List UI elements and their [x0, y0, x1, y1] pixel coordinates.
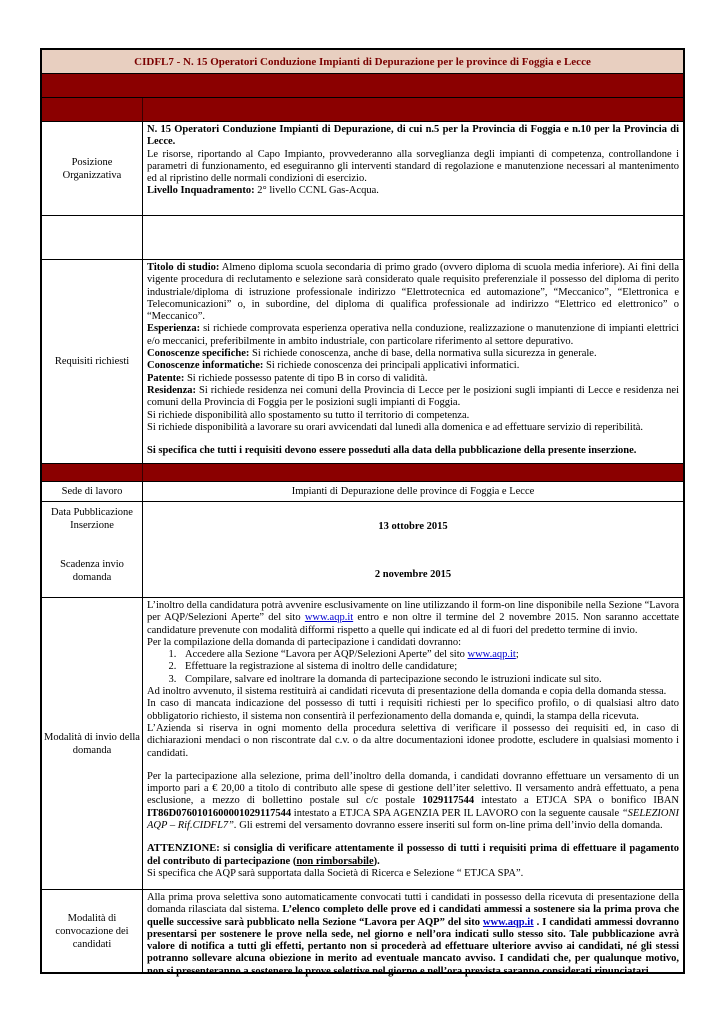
- header-spacer-row-2: [42, 98, 683, 122]
- aqp-site-link[interactable]: www.aqp.it: [482, 916, 534, 928]
- titolo-label: Titolo di studio:: [147, 262, 220, 273]
- invio-p6c: intestato a ETJCA SPA AGENZIA PER IL LAVORO con la seguente causale: [291, 807, 622, 819]
- convocazione-p-a: Alla prima prova selettiva sono automaticamente convocati tutti i candidati in possesso della ricevuta di presentazione della domanda rilasciata dal sistema.: [147, 892, 679, 916]
- steps-list: [147, 649, 679, 686]
- livello-label: Livello Inquadramento:: [147, 185, 255, 197]
- date-row: [42, 502, 683, 598]
- step1-text: Accedere alla Sezione “Lavora per AQP/Selezioni Aperte” del sito: [185, 649, 468, 661]
- invio-p6a: Per la partecipazione alla selezione, prima dell’inoltro della domanda, i candidati dovranno effettuare un versamento di un importo pari a € 20,00 a titolo di contributo alle spese di gestione dell’iter selettivo. Il versamento andrà effettuato, a pena esclusione, a mezzo di bollettino postale sul c/c postale: [147, 770, 679, 807]
- residenza-label: Residenza:: [147, 384, 196, 396]
- posizione-row: [42, 122, 683, 216]
- posizione-body: Le risorse, riportando al Capo Impianto, provvederanno alla sorveglianza degli impianti di competenza, controllandone i parametri di funzionamento, ed eseguiranno gli interventi standard di regolazione e manutenzione necessari al mantenimento ed al ripristino delle normali condizioni di esercizio.: [147, 148, 679, 185]
- convocazione-label: Modalità di convocazione dei candidati: [42, 890, 143, 972]
- requisiti-row: [42, 260, 683, 464]
- pubblicazione-value: 13 ottobre 2015: [378, 521, 448, 532]
- list-item: 2. Effettuare la registrazione al sistema di inoltro delle candidature;: [179, 661, 679, 673]
- invio-p6d: Gli estremi del versamento dovranno essere inseriti sul form on-line prima dell’invio della domanda.: [236, 820, 663, 832]
- invio-p1b: entro e non oltre il termine del 2 novembre 2015. Non saranno accettate candidature prevenute con modalità difformi rispetto a quelle qui indicate ed al di fuori del predetto termine di invio.: [147, 612, 679, 636]
- esperienza-label: Esperienza:: [147, 323, 201, 335]
- invio-p1a: L’inoltro della candidatura potrà avvenire esclusivamente on line utilizzando il form-on line disponibile nella Sezione “Lavora per AQP/Selezioni Aperte” del sito: [147, 600, 679, 624]
- informatiche-label: Conoscenze informatiche:: [147, 360, 264, 372]
- invio-p6b: intestato a ETJCA SPA o bonifico IBAN: [474, 795, 679, 807]
- step1-end: ;: [515, 649, 519, 661]
- header-spacer-row-1: [42, 74, 683, 98]
- list-item: 3. Compilare, salvare ed inoltrare la domanda di partecipazione secondo le istruzioni indicate sul sito.: [179, 674, 679, 686]
- header-title-row: [42, 50, 683, 74]
- informatiche-text: Si richiede conoscenza dei principali applicativi informatici.: [263, 360, 520, 372]
- spacer-left-cell: [42, 98, 143, 121]
- date-value-cell: [143, 502, 683, 597]
- livello-value: 2° livello CCNL Gas-Acqua.: [254, 185, 379, 197]
- sede-row: [42, 482, 683, 502]
- residenza-text: Si richiede residenza nei comuni della Provincia di Lecce per le posizioni sugli impianti di Lecce e residenza nei comuni della Provincia di Foggia per le posizioni sugli impianti di Foggia.: [147, 384, 679, 409]
- trasferimento-text: Si richiede disponibilità allo spostamento su tutto il territorio di competenza.: [147, 409, 470, 421]
- patente-text: Si richiede possesso patente di tipo B in corso di validità.: [184, 372, 428, 384]
- scadenza-label: Scadenza invio domanda: [60, 559, 124, 583]
- posizione-content: [143, 122, 683, 215]
- requisiti-content: [143, 260, 683, 463]
- ccp-number: 1029117544: [422, 795, 475, 807]
- modalita-invio-label: Modalità di invio della domanda: [42, 598, 143, 889]
- date-label-cell: [42, 502, 143, 597]
- invio-p2: Per la compilazione della domanda di partecipazione i candidati dovranno:: [147, 636, 462, 648]
- page-title: CIDFL7 - N. 15 Operatori Conduzione Impianti di Depurazione per le province di Foggia e Lecce: [134, 55, 591, 68]
- scadenza-value: 2 novembre 2015: [374, 569, 452, 580]
- titolo-text: Almeno diploma scuola secondaria di primo grado (ovvero diploma di scuola media inferiore). Ai fini della vigente procedura di reclutamento e selezione sarà considerato quale requisito preferenziale il possesso del diploma di perito industriale/diploma di istruzione professionale indirizzo “Elettrotecnica ed automazione”, “Meccanico”, “Elettronica e Telecomunicazioni” o, in subordine, del diploma di qualifica professionale ad indirizzo “Elettrico ed elettronico” o “Meccanico”.: [147, 262, 679, 323]
- specifiche-text: Si richiede conoscenza, anche di base, della normativa sulla sicurezza in generale.: [249, 348, 597, 360]
- list-item: [179, 649, 679, 661]
- posizione-label: Posizione Organizzativa: [42, 122, 143, 215]
- aqp-site-link[interactable]: www.aqp.it: [304, 612, 354, 624]
- patente-label: Patente:: [147, 372, 185, 384]
- blank-row-1: [42, 216, 683, 260]
- blank-left-cell: [42, 216, 143, 259]
- posizione-heading: N. 15 Operatori Conduzione Impianti di Depurazione, di cui n.5 per la Provincia di Foggia e n.10 per la Provincia di Lecce.: [147, 124, 679, 148]
- requisiti-nota: Si specifica che tutti i requisiti devono essere posseduti alla data della pubblicazione della presente inserzione.: [147, 445, 637, 457]
- spacer-left-cell: [42, 464, 143, 481]
- non-rimborsabile: non rimborsabile: [296, 855, 374, 867]
- specifiche-label: Conoscenze specifiche:: [147, 348, 250, 360]
- convocazione-p-c: . I candidati ammessi dovranno presentarsi per sostenere le prove nella sede, nel giorno e nell’ora indicati sullo stesso sito. Tale pubblicazione avrà valore di notifica a tutti gli effetti, pertanto non si procederà ad effettuare ulteriore avviso ai candidati, né gli stessi potranno sollevare alcuna obiezione in merito ad eventuale mancato avviso. I candidati che, per qualunque motivo, non si presenteranno a sostenere le prove selettive nel giorno e nell’ora prevista saranno considerati rinunciatari.: [147, 916, 679, 977]
- sede-label: Sede di lavoro: [42, 482, 143, 501]
- convocazione-row: [42, 890, 683, 977]
- requisiti-label: Requisiti richiesti: [42, 260, 143, 463]
- attenzione-text: ATTENZIONE: si consiglia di verificare attentamente il possesso di tutti i requisiti prima di effettuare il pagamento del contributo di partecipazione (: [147, 843, 679, 867]
- modalita-invio-content: [143, 598, 683, 889]
- causale-text: “SELEZIONI AQP – Rif.CIDFL7”.: [147, 807, 679, 832]
- convocazione-content: [143, 890, 683, 977]
- invio-p5: L’Azienda si riserva in ogni momento della procedura selettiva di verificare il possesso dei requisiti ed, in caso di dichiarazioni mendaci o non riscontrate dal c.v. o da altre documentazioni idonee prodotte, escludere in qualsiasi momento i candidati.: [147, 722, 679, 759]
- invio-p7: Si specifica che AQP sarà supportata dalla Società di Ricerca e Selezione “ ETJCA SPA”.: [147, 867, 524, 879]
- section-spacer-row: [42, 464, 683, 482]
- iban-number: IT86D0760101600001029117544: [147, 807, 292, 819]
- modalita-invio-row: [42, 598, 683, 890]
- aqp-site-link[interactable]: www.aqp.it: [467, 649, 516, 661]
- esperienza-text: si richiede comprovata esperienza operativa nella conduzione, realizzazione o manutenzione di impianti elettrici e/o meccanici, preferibilmente in ambito industriale, con particolare riferimento al settore depurativo.: [147, 323, 679, 347]
- convocazione-p-b: L’elenco completo delle prove ed i candidati ammessi a sostenere sia la prima prova che quelle successive sarà pubblicato nella Sezione “Lavora per AQP” del sito: [147, 904, 679, 928]
- invio-p3: Ad inoltro avvenuto, il sistema restituirà ai candidati ricevuta di presentazione della domanda e copia della domanda stessa.: [147, 686, 667, 698]
- pubblicazione-label: Data Pubblicazione Inserzione: [51, 507, 133, 531]
- invio-p4: In caso di mancata indicazione del possesso di tutti i requisiti richiesti per lo specifico profilo, o di qualsiasi altro dato obbligatorio richiesto, il sistema non consentirà il perfezionamento della domanda e, quindi, la stampa della ricevuta.: [147, 698, 679, 722]
- turni-text: Si richiede disponibilità a lavorare su orari avvicendati dal lunedì alla domenica e ad effettuare servizio di reperibilità.: [147, 421, 644, 433]
- attenzione-end: ).: [373, 855, 380, 867]
- sede-value: Impianti di Depurazione delle province di Foggia e Lecce: [291, 486, 535, 497]
- job-posting-table: [40, 48, 685, 977]
